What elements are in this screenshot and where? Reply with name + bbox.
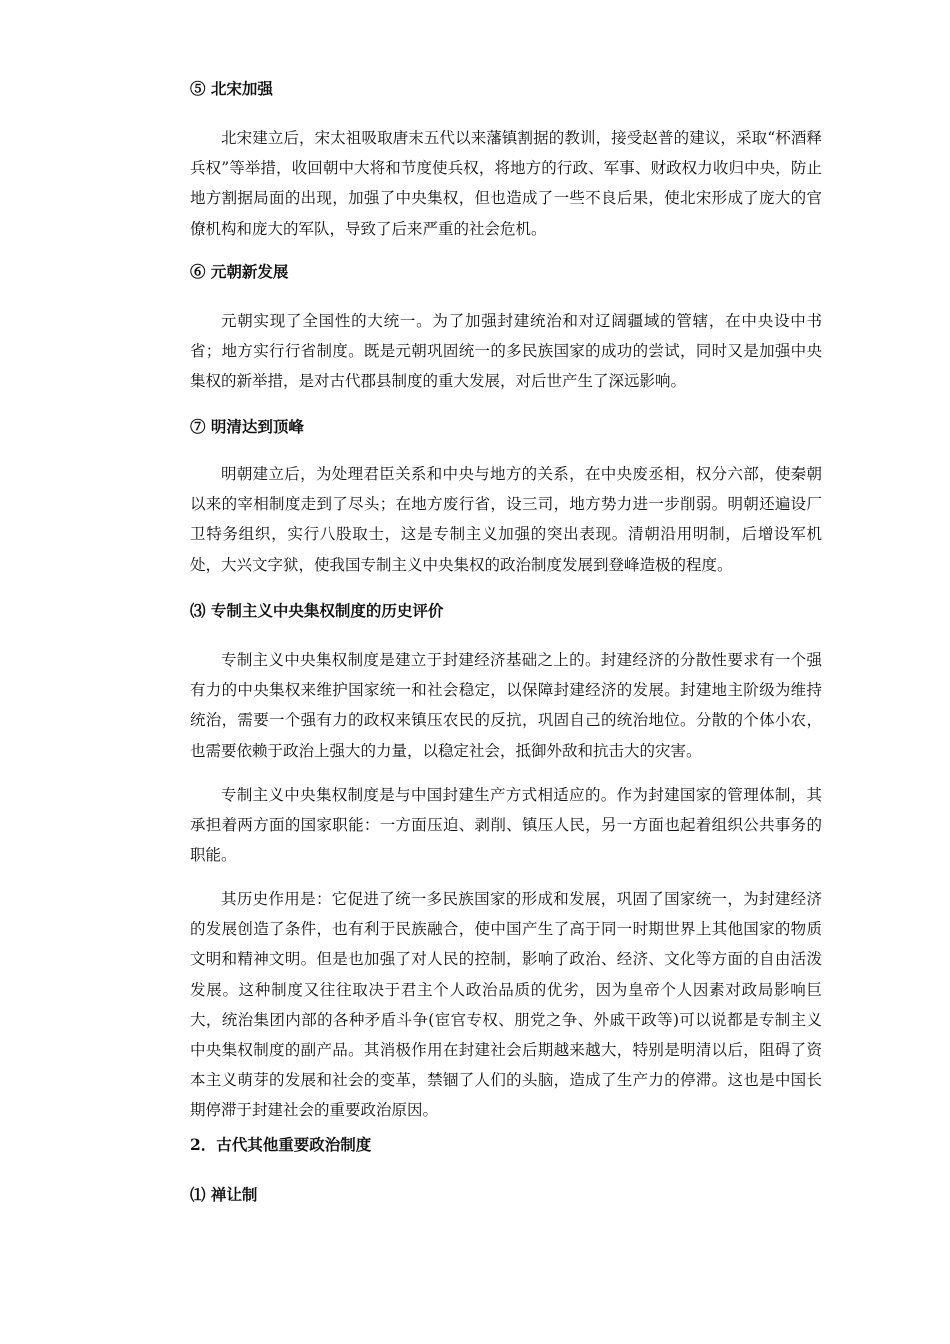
paragraph-evaluation-basis: 专制主义中央集权制度是建立于封建经济基础之上的。封建经济的分散性要求有一个强有力的中央集权来维护国家统一和社会稳定，以保障封建经济的发展。封建地主阶级为维持统治，需要一个强有力的政权来镇压农民的反抗，巩固自己的统治地位。分散的个体小农，也需要依赖于政治上强大的力量，以稳定社会，抵御外敌和抗击大的灾害。 <box>190 651 822 760</box>
section-heading-other-systems: 2．古代其他重要政治制度 <box>190 1135 372 1154</box>
section-heading-evaluation: ⑶ 专制主义中央集权制度的历史评价 <box>190 601 444 620</box>
section-heading-yuan: ⑥ 元朝新发展 <box>190 262 289 281</box>
paragraph-ming-qing: 明朝建立后，为处理君臣关系和中央与地方的关系，在中央废丞相，权分六部，使秦朝以来的宰相制度走到了尽头；在地方废行省，设三司，地方势力进一步削弱。明朝还遍设厂卫特务组织，实行八股取士，这是专制主义加强的突出表现。清朝沿用明制，后增设军机处，大兴文字狱，使我国专制主义中央集权的政治制度发展到登峰造极的程度。 <box>190 465 822 574</box>
paragraph-evaluation-function: 专制主义中央集权制度是与中国封建生产方式相适应的。作为封建国家的管理体制，其承担着两方面的国家职能：一方面压迫、剥削、镇压人民，另一方面也起着组织公共事务的职能。 <box>190 786 822 865</box>
section-heading-abdication-system: ⑴ 禅让制 <box>190 1185 258 1204</box>
section-heading-northern-song: ⑤ 北宋加强 <box>190 79 273 98</box>
paragraph-evaluation-impact: 其历史作用是：它促进了统一多民族国家的形成和发展，巩固了国家统一，为封建经济的发展创造了条件，也有利于民族融合，使中国产生了高于同一时期世界上其他国家的物质文明和精神文明。但是也加强了对人民的控制，影响了政治、经济、文化等方面的自由活泼发展。这种制度又往往取决于君主个人政治品质的优劣，因为皇帝个人因素对政局影响巨大，统治集团内部的各种矛盾斗争(宦官专权、朋党之争、外戚干政等)可以说都是专制主义中央集权制度的副产品。其消极作用在封建社会后期越来越大，特别是明清以后，阻碍了资本主义萌芽的发展和社会的变革，禁锢了人们的头脑，造成了生产力的停滞。这也是中国长期停滞于封建社会的重要政治原因。 <box>190 890 822 1120</box>
section-heading-ming-qing: ⑦ 明清达到顶峰 <box>190 417 304 436</box>
paragraph-yuan: 元朝实现了全国性的大统一。为了加强封建统治和对辽阔疆域的管辖，在中央设中书省；地方实行行省制度。既是元朝巩固统一的多民族国家的成功的尝试，同时又是加强中央集权的新举措，是对古代郡县制度的重大发展，对后世产生了深远影响。 <box>190 312 822 391</box>
paragraph-northern-song: 北宋建立后，宋太祖吸取唐末五代以来藩镇割据的教训，接受赵普的建议，采取“杯酒释兵权”等举措，收回朝中大将和节度使兵权，将地方的行政、军事、财政权力收归中央，防止地方割据局面的出现，加强了中央集权，但也造成了一些不良后果，使北宋形成了庞大的官僚机构和庞大的军队，导致了后来严重的社会危机。 <box>190 129 822 238</box>
